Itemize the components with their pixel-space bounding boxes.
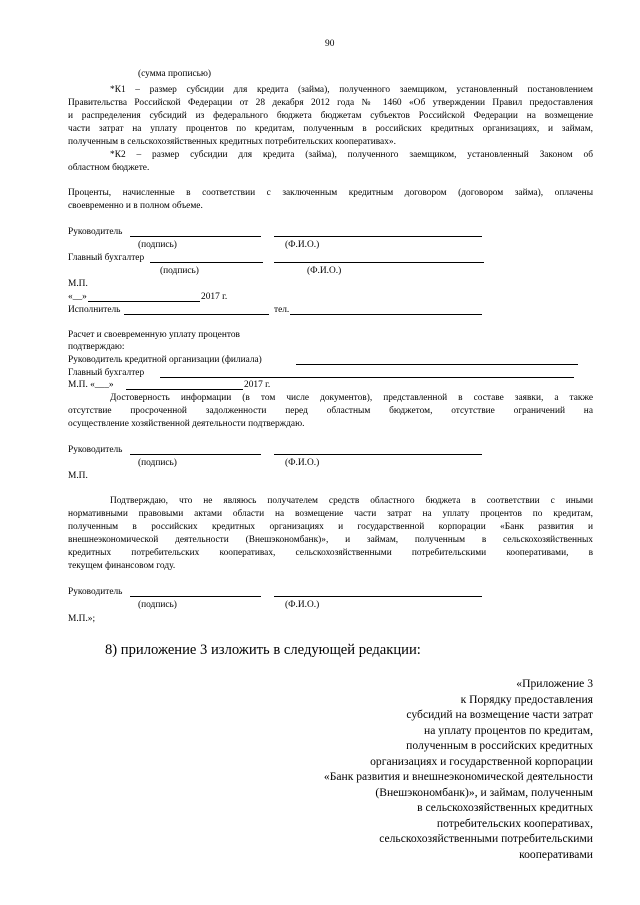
appendix-line: потребительских кооперативах,	[436, 816, 593, 830]
signature-caption: (подпись)	[160, 266, 199, 276]
reliability-line: Достоверность информации (в том числе документов), представленной в составе заявки, а также	[110, 393, 593, 403]
confirm-line: полученным в российских кредитных организациях и государственной корпорации «Банк развития и	[68, 522, 593, 532]
signature-caption: (подпись)	[138, 240, 177, 250]
appendix-header	[324, 676, 593, 862]
k1-line: *К1 – размер субсидии для кредита (займа), полученного заемщиком, установленный постановлением	[110, 85, 593, 95]
page-number: 90	[325, 39, 335, 49]
sum-in-words-caption: (сумма прописью)	[138, 69, 212, 79]
reliability-line: отсутствие просроченной задолженности перед областным бюджетом, отсутствие ограничений на	[68, 406, 593, 416]
signature-caption: (подпись)	[138, 458, 177, 468]
interest-line: Проценты, начисленные в соответствии с заключенным кредитным договором (договором займа), оплачены	[68, 188, 593, 198]
executor-line	[124, 314, 269, 315]
accountant-label: Главный бухгалтер	[68, 253, 145, 263]
signature-line	[130, 596, 261, 597]
confirm-line: нормативными правовыми актами области на возмещение части затрат на уплату процентов по кредитам,	[68, 509, 593, 519]
name-line	[274, 454, 482, 455]
bank-head-line	[296, 364, 578, 365]
k1-line: Правительства Российской Федерации от 28 декабря 2012 года № 1460 «Об утверждении Правил предоставления	[68, 98, 593, 108]
k2-line: областном бюджете.	[68, 163, 150, 173]
stamp-label: М.П.	[68, 471, 88, 481]
appendix-line: организациях и государственной корпорации	[370, 754, 593, 768]
executor-label: Исполнитель	[68, 305, 121, 315]
date-line	[126, 389, 243, 390]
date-prefix: «__»	[68, 292, 87, 302]
phone-line	[290, 314, 482, 315]
fio-caption: (Ф.И.О.)	[285, 240, 320, 250]
head-label: Руководитель	[68, 445, 123, 455]
appendix-line: субсидий на возмещение части затрат	[406, 708, 593, 721]
signature-line	[150, 262, 263, 263]
signature-line	[130, 454, 261, 455]
k1-line: и распределения субсидий из федерального бюджета бюджетам субъектов Российской Федерации на возмещение	[68, 111, 593, 121]
date-year: 2017 г.	[244, 380, 271, 390]
stamp-label: М.П.	[68, 279, 88, 289]
calc-line: Расчет и своевременную уплату процентов	[68, 330, 240, 340]
confirm-line: Подтверждаю, что не являюсь получателем средств областного бюджета в соответствии с иными	[110, 496, 593, 506]
appendix-line: полученным в российских кредитных	[406, 739, 593, 752]
signature-line	[130, 236, 261, 237]
confirm-line: текущем финансовом году.	[68, 561, 176, 571]
appendix-line: кооперативами	[519, 847, 593, 861]
confirm-line: кредитных потребительских кооперативах, сельскохозяйственными потребительскими кооперативами, в	[68, 548, 593, 558]
bank-accountant-line	[160, 377, 574, 378]
signature-caption: (подпись)	[138, 600, 177, 610]
head-label: Руководитель	[68, 587, 123, 597]
k1-line: части затрат на уплату процентов по кредитам, полученным в российских кредитных организациях, и займам,	[68, 124, 593, 134]
head-label: Руководитель	[68, 227, 123, 237]
name-line	[274, 596, 482, 597]
date-line	[88, 301, 200, 302]
fio-caption: (Ф.И.О.)	[285, 600, 320, 610]
reliability-line: осуществление хозяйственной деятельности подтверждаю.	[68, 419, 305, 429]
appendix-line: «Банк развития и внешнеэкономической деятельности	[323, 770, 593, 783]
confirm-line: внешнеэкономической деятельности (Внешэкономбанк)», и займам, полученным в сельскохозяйственных	[68, 535, 593, 545]
fio-caption: (Ф.И.О.)	[285, 458, 320, 468]
item-8-heading: 8) приложение 3 изложить в следующей редакции:	[105, 642, 421, 658]
stamp-label: М.П.»;	[68, 614, 96, 624]
bank-head-label: Руководитель кредитной организации (филиала)	[68, 355, 262, 365]
interest-line: своевременно и в полном объеме.	[68, 201, 203, 211]
name-line	[274, 262, 484, 263]
appendix-line: (Внешэкономбанк)», и займам, полученным	[375, 785, 593, 799]
appendix-line: «Приложение 3	[516, 677, 593, 690]
bank-accountant-label: Главный бухгалтер	[68, 368, 145, 378]
name-line	[274, 236, 482, 237]
fio-caption: (Ф.И.О.)	[307, 266, 342, 276]
stamp-date-label: М.П. «___»	[68, 380, 114, 390]
appendix-line: в сельскохозяйственных кредитных	[417, 801, 593, 814]
appendix-line: на уплату процентов по кредитам,	[424, 723, 593, 737]
calc-line: подтверждаю:	[68, 342, 125, 352]
appendix-line: к Порядку предоставления	[460, 692, 593, 706]
date-year: 2017 г.	[201, 292, 228, 302]
k2-line: *К2 – размер субсидии для кредита (займа), полученного заемщиком, установленный Законом об	[110, 150, 593, 160]
k1-line: полученным в сельскохозяйственных кредитных потребительских кооперативах».	[68, 137, 396, 147]
phone-label: тел.	[274, 305, 290, 315]
appendix-line: сельскохозяйственными потребительскими	[379, 832, 593, 845]
